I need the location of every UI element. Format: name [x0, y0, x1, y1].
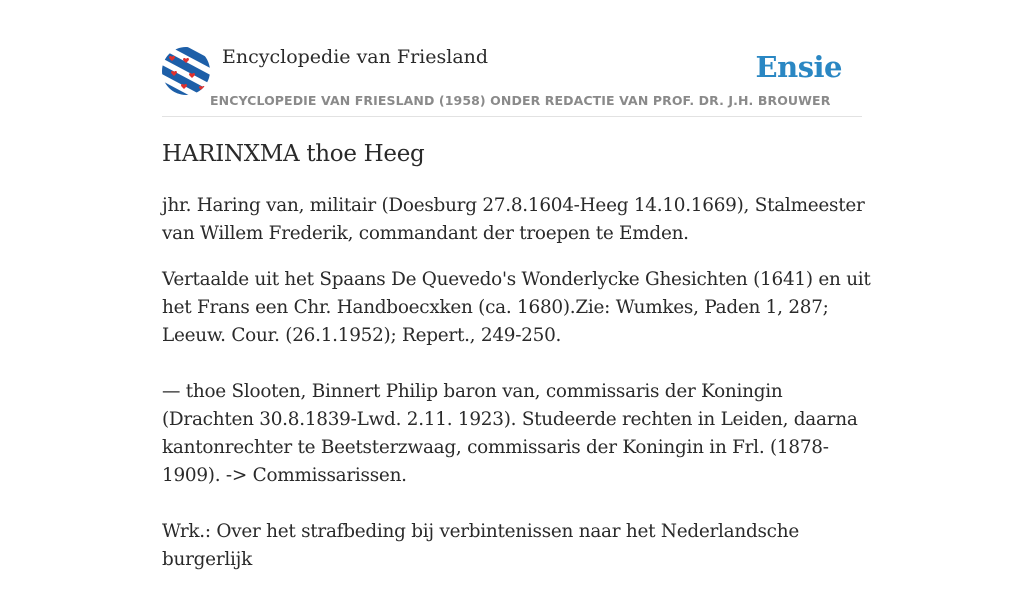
site-header	[162, 40, 862, 117]
article-paragraph-4: Wrk.: Over het strafbeding bij verbintenissen naar het Nederlandsche burgerlijk	[162, 521, 799, 570]
frisian-flag-logo-icon[interactable]	[162, 47, 210, 95]
article-title: HARINXMA thoe Heeg	[162, 141, 425, 167]
article	[162, 138, 872, 592]
article-paragraph-3: — thoe Slooten, Binnert Philip baron van, commissaris der Koningin (Drachten 30.8.1839-Lwd. 2.11. 1923). Studeerde rechten in Leiden, daarna kantonrechter te Beetsterzwaag, commissaris der Koningin in Frl. (1878-1909). -> Commissarissen.	[162, 381, 858, 486]
site-title[interactable]: Encyclopedie van Friesland	[222, 46, 489, 68]
article-paragraph-2: Vertaalde uit het Spaans De Quevedo's Wonderlycke Ghesichten (1641) en uit het Frans een Chr. Handboecxken (ca. 1680).Zie: Wumkes, Paden 1, 287; Leeuw. Cour. (26.1.1952); Repert., 249-250.	[162, 269, 871, 346]
ensie-brand-logo[interactable]: Ensie	[755, 50, 842, 84]
encyclopedia-subtitle: ENCYCLOPEDIE VAN FRIESLAND (1958) ONDER REDACTIE VAN PROF. DR. J.H. BROUWER	[210, 93, 831, 108]
article-paragraph-1: jhr. Haring van, militair (Doesburg 27.8.1604-Heeg 14.10.1669), Stalmeester van Willem Frederik, commandant der troepen te Emden.	[162, 195, 865, 244]
